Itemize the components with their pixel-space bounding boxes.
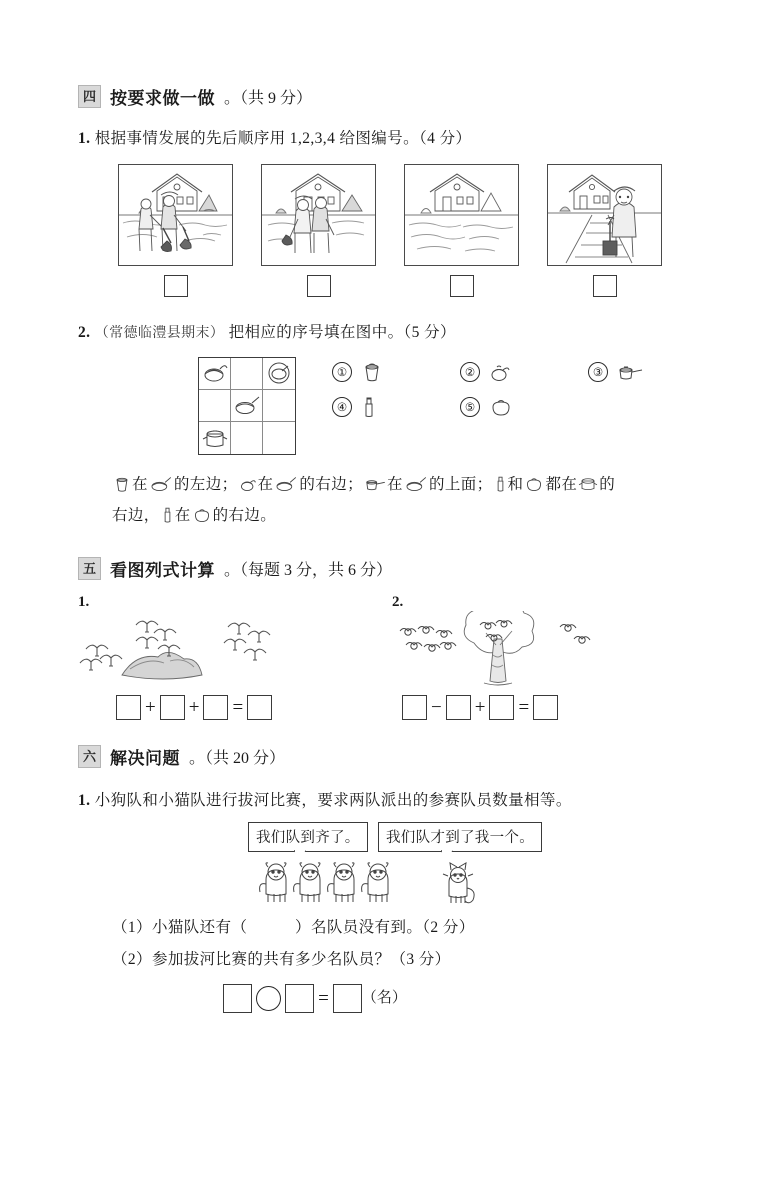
story-panel-3 — [404, 164, 519, 266]
answer-box[interactable] — [116, 695, 141, 720]
story-panel-4 — [547, 164, 662, 266]
equation-1 — [78, 695, 340, 720]
frying-pan-icon — [274, 475, 298, 493]
story-panel-1-group — [118, 164, 233, 297]
option-label: ⑤ — [460, 397, 480, 417]
section-score-4: 。（共 9 分） — [224, 90, 313, 107]
statement-text: 的右边； — [299, 475, 364, 493]
birds-over-rocks-picture — [78, 611, 340, 689]
story-panel-row — [0, 164, 780, 297]
grid-cell-r1c3[interactable] — [263, 358, 295, 390]
question-6-1 — [0, 789, 780, 812]
placement-grid[interactable] — [198, 357, 296, 455]
section-score-6: 。（共 20 分） — [189, 750, 286, 768]
bottle-icon — [494, 474, 507, 493]
story-panel-2 — [261, 164, 376, 266]
option-label: ④ — [332, 397, 352, 417]
option-label: ③ — [588, 362, 608, 382]
sub-question-text: 参加拔河比赛的共有多少名队员？（3 分） — [151, 951, 451, 969]
bottle-icon — [161, 505, 174, 524]
statement-text: 右边， — [112, 507, 160, 525]
grid-cell-r3c1[interactable] — [199, 422, 231, 454]
statement-text: 和 — [507, 475, 524, 493]
tug-of-war-scene — [0, 820, 780, 912]
frying-pan-icon — [404, 475, 428, 493]
kettle-icon — [524, 475, 544, 493]
story-panel-answer-box-1[interactable] — [164, 275, 188, 297]
story-panel-answer-box-4[interactable] — [593, 275, 617, 297]
story-panel-2-group — [261, 164, 376, 297]
grid-cell-r3c3[interactable] — [263, 422, 295, 454]
section-score-5: 。（每题 3 分，共 6 分） — [224, 562, 393, 580]
statement-text: 在 — [257, 475, 274, 493]
grid-cell-r1c2[interactable] — [231, 358, 263, 390]
statement-text: 都在 — [545, 475, 578, 493]
answer-box[interactable] — [203, 695, 228, 720]
question-text: 根据事情发展的先后顺序用 1,2,3,4 给图编号。（4 分） — [94, 130, 472, 147]
story-panel-answer-box-3[interactable] — [450, 275, 474, 297]
statement-text: 的 — [599, 475, 616, 493]
operator-equals: = — [518, 696, 530, 718]
question-4-1 — [0, 127, 780, 150]
operator-plus: + — [188, 696, 200, 718]
question-number: 2. — [392, 594, 404, 611]
statement-text: 在 — [174, 507, 191, 525]
grid-and-options — [0, 357, 780, 455]
section-title-4: 按要求做一做 — [110, 89, 215, 108]
statement-text: 在 — [132, 475, 148, 493]
bottle-icon — [361, 395, 377, 419]
story-panel-answer-box-2[interactable] — [307, 275, 331, 297]
speech-bubble-dog-team: 我们队到齐了。 — [248, 822, 368, 852]
story-panel-1 — [118, 164, 233, 266]
final-equation — [0, 984, 780, 1013]
statement-text: 的左边； — [173, 475, 238, 493]
section-marker-5: 五 — [78, 557, 101, 580]
question-number: 1. — [78, 130, 91, 147]
final-unit: （名） — [361, 990, 407, 1007]
calc-questions-row — [0, 593, 780, 720]
answer-box[interactable] — [247, 695, 272, 720]
operator-placeholder — [252, 986, 285, 1011]
grid-cell-r2c3[interactable] — [263, 390, 295, 422]
operator-equals: = — [318, 987, 329, 1009]
section-heading-5 — [0, 556, 780, 581]
saucepan-icon — [364, 475, 386, 493]
animal-row — [0, 860, 780, 912]
option-1[interactable] — [332, 361, 460, 383]
answer-box[interactable] — [160, 695, 185, 720]
question-text: 小狗队和小猫队进行拔河比赛，要求两队派出的参赛队员数量相等。 — [94, 792, 572, 810]
pressure-cooker-icon — [578, 475, 598, 493]
operator-plus: + — [474, 696, 486, 718]
equation-2 — [392, 695, 700, 720]
question-number: 1. — [78, 594, 90, 611]
grid-cell-r2c2[interactable] — [231, 390, 263, 422]
sub-question-1 — [0, 916, 780, 940]
statement-text: 的上面； — [428, 475, 493, 493]
operator-equals: = — [232, 696, 244, 718]
question-text: 把相应的序号填在图中。（5 分） — [228, 324, 456, 342]
placement-statement-line-1 — [0, 469, 780, 501]
bucket-icon — [361, 361, 383, 383]
story-panel-4-group — [547, 164, 662, 297]
statement-text: 在 — [387, 475, 403, 493]
answer-box[interactable] — [533, 695, 558, 720]
sub-question-label: （1） — [112, 919, 152, 937]
saucepan-icon — [617, 361, 643, 383]
question-source: （常德临澧县期末） — [94, 326, 225, 342]
answer-box[interactable] — [446, 695, 471, 720]
story-panel-3-group — [404, 164, 519, 297]
calc-question-2 — [340, 593, 700, 720]
option-2[interactable] — [460, 361, 588, 383]
section-marker-4: 四 — [78, 85, 101, 108]
answer-box[interactable] — [333, 984, 362, 1013]
frying-pan-icon — [149, 475, 173, 493]
sub-question-text: 小猫队还有（ ）名队员没有到。（2 分） — [151, 919, 475, 937]
answer-box[interactable] — [285, 984, 314, 1013]
question-number: 1. — [78, 792, 91, 810]
sub-question-2 — [0, 948, 780, 972]
sub-question-label: （2） — [112, 951, 152, 969]
answer-box[interactable] — [489, 695, 514, 720]
birds-and-tree-picture — [392, 611, 700, 689]
option-4[interactable] — [332, 395, 460, 419]
option-label: ② — [460, 362, 480, 382]
bucket-icon — [113, 475, 131, 493]
grid-cell-r1c1[interactable] — [199, 358, 231, 390]
placement-statement-line-2 — [0, 500, 780, 532]
speech-bubble-cat-team: 我们队才到了我一个。 — [378, 822, 542, 852]
grid-cell-r3c2[interactable] — [231, 422, 263, 454]
operator-plus: + — [145, 696, 156, 718]
section-marker-6: 六 — [78, 745, 101, 768]
option-label: ① — [332, 362, 352, 382]
worksheet-page — [0, 84, 780, 1187]
section-title-5: 看图列式计算 — [110, 561, 215, 581]
grid-cell-r2c1[interactable] — [199, 390, 231, 422]
section-heading-6 — [0, 744, 780, 769]
option-list — [332, 357, 716, 419]
option-3[interactable] — [588, 361, 716, 383]
option-5[interactable] — [460, 395, 588, 419]
teapot-icon — [239, 475, 257, 493]
teapot-icon — [489, 361, 511, 383]
statement-text: 的右边。 — [212, 507, 277, 525]
section-heading-4 — [0, 84, 780, 109]
operator-minus: − — [431, 696, 442, 718]
question-number: 2. — [78, 324, 91, 342]
kettle-icon — [192, 506, 212, 524]
answer-box[interactable] — [223, 984, 252, 1013]
calc-question-1 — [0, 593, 340, 720]
answer-box[interactable] — [402, 695, 427, 720]
question-4-2 — [0, 321, 780, 344]
section-title-6: 解决问题 — [110, 749, 180, 769]
kettle-icon — [489, 396, 513, 418]
operator-circle[interactable] — [256, 986, 281, 1011]
